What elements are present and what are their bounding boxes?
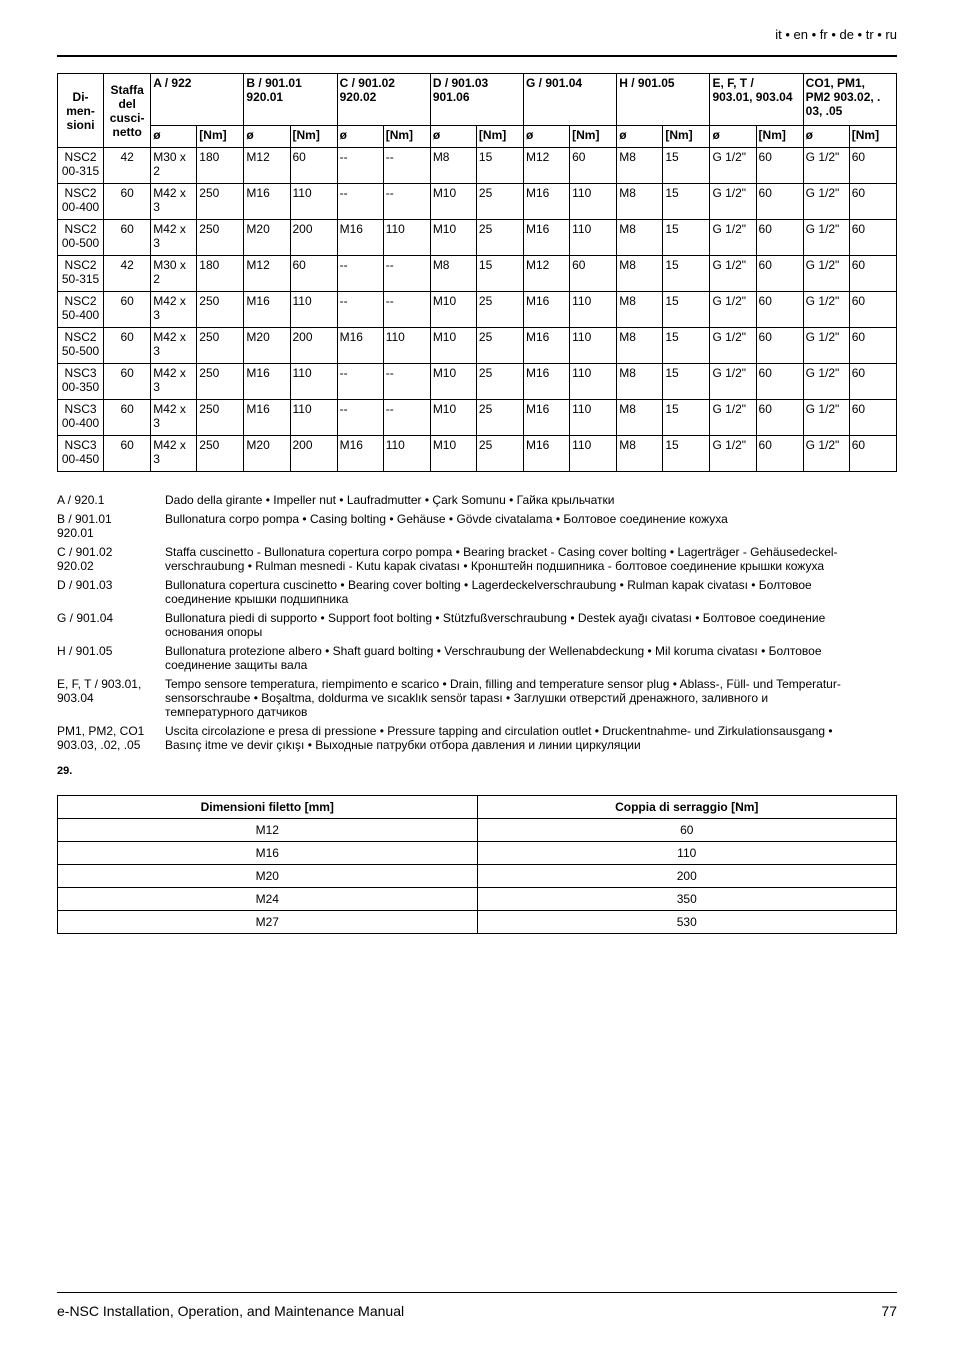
table-cell: 110 xyxy=(383,328,430,364)
group-header: B / 901.01 920.01 xyxy=(244,74,337,126)
table-cell: 15 xyxy=(663,292,710,328)
thread-torque-table xyxy=(57,795,897,934)
table-cell: -- xyxy=(337,364,383,400)
table-cell: M16 xyxy=(337,436,383,472)
legend-item xyxy=(57,512,897,540)
table-cell: M16 xyxy=(337,220,383,256)
table-cell: M12 xyxy=(524,256,570,292)
table-cell: 110 xyxy=(290,364,337,400)
table-cell: 60 xyxy=(570,148,617,184)
table-cell: M8 xyxy=(617,256,663,292)
table-cell: M16 xyxy=(244,184,290,220)
table-cell: 250 xyxy=(197,292,244,328)
table-cell: G 1/2" xyxy=(710,220,756,256)
table-cell: M42 x 3 xyxy=(151,184,197,220)
legend-description: Bullonatura protezione albero • Shaft guard bolting • Verschraubung der Wellenabdeckung • Mil koruma civatası • Болтовое соединение защиты вала xyxy=(165,644,822,672)
table-cell: 60 xyxy=(756,148,803,184)
torque-header-row xyxy=(58,796,897,819)
table-cell: M16 xyxy=(524,436,570,472)
thread-size-cell: M12 xyxy=(58,819,478,842)
legend-key: A / 920.1 xyxy=(57,493,105,507)
table-cell: M10 xyxy=(430,328,476,364)
table-cell: M42 x 3 xyxy=(151,328,197,364)
table-cell: 60 xyxy=(756,328,803,364)
diameter-subheader: ø xyxy=(710,126,756,148)
torque-subheader: [Nm] xyxy=(383,126,430,148)
diameter-subheader: ø xyxy=(244,126,290,148)
group-header: A / 922 xyxy=(151,74,244,126)
table-cell: 60 xyxy=(290,148,337,184)
table-cell: G 1/2" xyxy=(803,328,849,364)
table-cell: 15 xyxy=(663,184,710,220)
table-cell: M42 x 3 xyxy=(151,400,197,436)
legend-description: Bullonatura piedi di supporto • Support foot bolting • Stützfußverschraubung • Destek ayağı civatası • Болтовое соединение основания опоры xyxy=(165,611,826,639)
table-cell: 250 xyxy=(197,184,244,220)
torque-subheader: [Nm] xyxy=(476,126,523,148)
torque-value-cell: 110 xyxy=(477,842,897,865)
legend-item xyxy=(57,724,897,752)
torque-value-cell: 200 xyxy=(477,865,897,888)
table-cell: 25 xyxy=(476,364,523,400)
table-cell: M30 x 2 xyxy=(151,256,197,292)
table-cell: 25 xyxy=(476,184,523,220)
diameter-subheader: ø xyxy=(151,126,197,148)
group-header: H / 901.05 xyxy=(617,74,710,126)
table-cell: 25 xyxy=(476,292,523,328)
legend-item xyxy=(57,677,897,719)
manual-title: e-NSC Installation, Operation, and Maintenance Manual xyxy=(57,1303,405,1319)
table-cell: G 1/2" xyxy=(803,292,849,328)
footer-divider xyxy=(57,1292,897,1293)
table-cell: M8 xyxy=(617,328,663,364)
torque-subheader: [Nm] xyxy=(756,126,803,148)
table-cell: 42 xyxy=(104,148,151,184)
table-cell: M12 xyxy=(524,148,570,184)
table-cell: 60 xyxy=(756,292,803,328)
table-cell: M42 x 3 xyxy=(151,436,197,472)
table-cell: 250 xyxy=(197,328,244,364)
table-cell: M16 xyxy=(524,220,570,256)
table-cell: G 1/2" xyxy=(710,148,756,184)
table-cell: 25 xyxy=(476,220,523,256)
table-cell: -- xyxy=(337,292,383,328)
table-cell: 110 xyxy=(570,364,617,400)
table-cell: M8 xyxy=(617,364,663,400)
torque-subheader: [Nm] xyxy=(663,126,710,148)
table-row xyxy=(58,256,897,292)
group-header: E, F, T / 903.01, 903.04 xyxy=(710,74,803,126)
table-cell: M16 xyxy=(244,400,290,436)
table-cell: M12 xyxy=(244,256,290,292)
table-cell: 60 xyxy=(104,220,151,256)
legend-key: C / 901.02 920.02 xyxy=(57,545,113,573)
table-row xyxy=(58,148,897,184)
table-cell: 15 xyxy=(663,256,710,292)
table-cell: M20 xyxy=(244,328,290,364)
table-cell: 110 xyxy=(290,400,337,436)
table-cell: 60 xyxy=(849,436,896,472)
table-cell: M8 xyxy=(617,400,663,436)
table-cell: 60 xyxy=(104,436,151,472)
table-cell: M30 x 2 xyxy=(151,148,197,184)
header-divider xyxy=(57,55,897,57)
table-cell: 110 xyxy=(290,292,337,328)
legend-key: G / 901.04 xyxy=(57,611,114,625)
table-cell: G 1/2" xyxy=(803,400,849,436)
table-cell: M8 xyxy=(430,148,476,184)
table-cell: G 1/2" xyxy=(803,148,849,184)
table-cell: G 1/2" xyxy=(710,256,756,292)
torque-subheader: [Nm] xyxy=(197,126,244,148)
table-cell: G 1/2" xyxy=(710,364,756,400)
torque-row xyxy=(58,819,897,842)
table-row xyxy=(58,184,897,220)
pump-model-cell: NSC2 00-315 xyxy=(58,148,104,184)
legend-description: Staffa cuscinetto - Bullonatura copertura corpo pompa • Bearing bracket - Casing cover bolting • Lagerträger - Gehäusedeckel- verschraubung • Rulman mesnedi - Kutu kapak civatası • Кронштейн подшипника - болтовое соединение крышки кожуха xyxy=(165,545,838,573)
table-cell: 60 xyxy=(104,184,151,220)
table-cell: M16 xyxy=(524,400,570,436)
table-cell: G 1/2" xyxy=(710,436,756,472)
table-cell: 200 xyxy=(290,436,337,472)
table-cell: 110 xyxy=(570,292,617,328)
legend-item xyxy=(57,611,897,639)
table-cell: 60 xyxy=(104,364,151,400)
table-cell: 15 xyxy=(476,256,523,292)
legend-key: D / 901.03 xyxy=(57,578,113,592)
table-cell: 60 xyxy=(104,328,151,364)
table-cell: M10 xyxy=(430,292,476,328)
torque-value-cell: 350 xyxy=(477,888,897,911)
table-cell: 15 xyxy=(663,328,710,364)
figure-label: 29. xyxy=(57,765,73,777)
table-cell: M20 xyxy=(244,436,290,472)
torque-row xyxy=(58,888,897,911)
pump-model-cell: NSC2 00-400 xyxy=(58,184,104,220)
torque-subheader: [Nm] xyxy=(570,126,617,148)
table-cell: 60 xyxy=(849,364,896,400)
table-cell: 110 xyxy=(290,184,337,220)
group-header: D / 901.03 901.06 xyxy=(430,74,523,126)
pump-model-cell: NSC2 00-500 xyxy=(58,220,104,256)
table-cell: M10 xyxy=(430,184,476,220)
table-cell: G 1/2" xyxy=(803,220,849,256)
pump-model-cell: NSC2 50-400 xyxy=(58,292,104,328)
table-cell: 60 xyxy=(756,256,803,292)
table-cell: M10 xyxy=(430,436,476,472)
table-row xyxy=(58,400,897,436)
thread-size-cell: M16 xyxy=(58,842,478,865)
table-cell: 180 xyxy=(197,256,244,292)
table-cell: 110 xyxy=(383,436,430,472)
table-cell: M16 xyxy=(524,328,570,364)
table-cell: 250 xyxy=(197,400,244,436)
table-cell: 60 xyxy=(104,292,151,328)
table-cell: 15 xyxy=(663,436,710,472)
table-cell: 110 xyxy=(383,220,430,256)
pump-model-cell: NSC3 00-400 xyxy=(58,400,104,436)
table-cell: 60 xyxy=(849,220,896,256)
thread-size-cell: M20 xyxy=(58,865,478,888)
table-cell: M16 xyxy=(244,292,290,328)
pump-model-cell: NSC2 50-500 xyxy=(58,328,104,364)
table-cell: -- xyxy=(337,400,383,436)
table-cell: M8 xyxy=(617,436,663,472)
diameter-subheader: ø xyxy=(430,126,476,148)
table-cell: 15 xyxy=(663,364,710,400)
torque-row xyxy=(58,842,897,865)
table-row xyxy=(58,328,897,364)
diameter-subheader: ø xyxy=(617,126,663,148)
table-cell: 60 xyxy=(849,256,896,292)
table-cell: M42 x 3 xyxy=(151,292,197,328)
legend-description: Bullonatura corpo pompa • Casing bolting • Gehäuse • Gövde civatalama • Болтовое соединение кожуха xyxy=(165,512,728,526)
table-cell: 60 xyxy=(290,256,337,292)
table-cell: 42 xyxy=(104,256,151,292)
table-cell: 15 xyxy=(663,148,710,184)
thread-size-cell: M24 xyxy=(58,888,478,911)
table-cell: M16 xyxy=(524,184,570,220)
group-header: CO1, PM1, PM2 903.02, . 03, .05 xyxy=(803,74,896,126)
diameter-subheader: ø xyxy=(337,126,383,148)
table-cell: -- xyxy=(383,364,430,400)
table-cell: 110 xyxy=(570,436,617,472)
torque-row xyxy=(58,865,897,888)
legend-description: Uscita circolazione e presa di pressione • Pressure tapping and circulation outlet • Druckentnahme- und Zirkulationsausgang • Basınç itme ve devir çıkışı • Выходные патрубки отбора давления и линии циркуляции xyxy=(165,724,833,752)
table-cell: -- xyxy=(383,292,430,328)
table-cell: 60 xyxy=(849,292,896,328)
table-cell: 60 xyxy=(849,328,896,364)
table-cell: M8 xyxy=(617,220,663,256)
diameter-subheader: ø xyxy=(524,126,570,148)
diameter-subheader: ø xyxy=(803,126,849,148)
legend-description: Tempo sensore temperatura, riempimento e scarico • Drain, filling and temperature sensor plug • Ablass-, Füll- und Temperatur- sensorschraube • Boşaltma, doldurma ve sıcaklık sensör tapası • Заглушки отверстий дренажного, заливного и температурного датчиков xyxy=(165,677,841,719)
table-cell: M16 xyxy=(244,364,290,400)
table-cell: 60 xyxy=(849,184,896,220)
table-cell: 250 xyxy=(197,436,244,472)
legend-key: H / 901.05 xyxy=(57,644,113,658)
table-cell: 60 xyxy=(104,400,151,436)
table-cell: 60 xyxy=(756,400,803,436)
bracket-header: Staffa del cusci- netto xyxy=(104,74,151,148)
pump-model-cell: NSC3 00-450 xyxy=(58,436,104,472)
legend-item xyxy=(57,493,897,507)
torque-subheader: [Nm] xyxy=(290,126,337,148)
language-list: it • en • fr • de • tr • ru xyxy=(775,27,897,42)
table-cell: -- xyxy=(337,256,383,292)
table-cell: M12 xyxy=(244,148,290,184)
table-cell: 25 xyxy=(476,400,523,436)
table-cell: M10 xyxy=(430,364,476,400)
pump-model-cell: NSC2 50-315 xyxy=(58,256,104,292)
thread-size-header: Dimensioni filetto [mm] xyxy=(58,796,478,819)
legend xyxy=(57,493,897,757)
group-header-row xyxy=(58,74,897,126)
group-header: C / 901.02 920.02 xyxy=(337,74,430,126)
table-row xyxy=(58,364,897,400)
torque-value-cell: 530 xyxy=(477,911,897,934)
table-cell: M42 x 3 xyxy=(151,364,197,400)
legend-item xyxy=(57,578,897,606)
table-cell: 25 xyxy=(476,328,523,364)
table-cell: G 1/2" xyxy=(803,256,849,292)
table-cell: 110 xyxy=(570,184,617,220)
torque-subheader: [Nm] xyxy=(849,126,896,148)
table-cell: -- xyxy=(383,256,430,292)
table-cell: M42 x 3 xyxy=(151,220,197,256)
table-row xyxy=(58,436,897,472)
table-cell: 60 xyxy=(756,220,803,256)
pump-model-cell: NSC3 00-350 xyxy=(58,364,104,400)
table-cell: 110 xyxy=(570,328,617,364)
table-cell: 60 xyxy=(756,364,803,400)
dimension-header: Di- men- sioni xyxy=(58,74,104,148)
table-cell: M8 xyxy=(617,292,663,328)
legend-item xyxy=(57,545,897,573)
table-cell: M8 xyxy=(617,184,663,220)
table-cell: 200 xyxy=(290,220,337,256)
legend-key: PM1, PM2, CO1 903.03, .02, .05 xyxy=(57,724,145,752)
table-cell: G 1/2" xyxy=(710,400,756,436)
legend-item xyxy=(57,644,897,672)
table-cell: M8 xyxy=(430,256,476,292)
table-cell: 60 xyxy=(570,256,617,292)
table-cell: 60 xyxy=(756,436,803,472)
legend-description: Bullonatura copertura cuscinetto • Bearing cover bolting • Lagerdeckelverschraubung • Rulman kapak civatası • Болтовое соединение крышки подшипника xyxy=(165,578,812,606)
table-cell: G 1/2" xyxy=(803,184,849,220)
table-cell: M20 xyxy=(244,220,290,256)
subheader-row xyxy=(58,126,897,148)
thread-size-cell: M27 xyxy=(58,911,478,934)
table-cell: 15 xyxy=(663,220,710,256)
table-cell: -- xyxy=(337,148,383,184)
legend-key: E, F, T / 903.01, 903.04 xyxy=(57,677,142,705)
table-cell: G 1/2" xyxy=(803,364,849,400)
table-cell: -- xyxy=(383,400,430,436)
table-cell: G 1/2" xyxy=(710,328,756,364)
table-cell: 250 xyxy=(197,364,244,400)
table-cell: M10 xyxy=(430,400,476,436)
table-cell: 25 xyxy=(476,436,523,472)
table-cell: 15 xyxy=(663,400,710,436)
table-row xyxy=(58,292,897,328)
table-cell: 60 xyxy=(849,400,896,436)
table-cell: 60 xyxy=(849,148,896,184)
table-cell: -- xyxy=(383,184,430,220)
table-row xyxy=(58,220,897,256)
table-cell: G 1/2" xyxy=(710,292,756,328)
page-number: 77 xyxy=(881,1303,897,1319)
table-cell: 180 xyxy=(197,148,244,184)
table-cell: M8 xyxy=(617,148,663,184)
table-cell: G 1/2" xyxy=(710,184,756,220)
bolt-torque-table xyxy=(57,73,897,472)
table-cell: 110 xyxy=(570,220,617,256)
table-cell: 60 xyxy=(756,184,803,220)
table-cell: -- xyxy=(383,148,430,184)
legend-key: B / 901.01 920.01 xyxy=(57,512,112,540)
table-cell: 15 xyxy=(476,148,523,184)
table-cell: G 1/2" xyxy=(803,436,849,472)
table-cell: M10 xyxy=(430,220,476,256)
torque-row xyxy=(58,911,897,934)
torque-header: Coppia di serraggio [Nm] xyxy=(477,796,897,819)
table-cell: M16 xyxy=(337,328,383,364)
table-cell: 110 xyxy=(570,400,617,436)
group-header: G / 901.04 xyxy=(524,74,617,126)
torque-value-cell: 60 xyxy=(477,819,897,842)
table-cell: M16 xyxy=(524,364,570,400)
table-cell: -- xyxy=(337,184,383,220)
table-cell: M16 xyxy=(524,292,570,328)
table-cell: 200 xyxy=(290,328,337,364)
table-cell: 250 xyxy=(197,220,244,256)
legend-description: Dado della girante • Impeller nut • Laufradmutter • Çark Somunu • Гайка крыльчатки xyxy=(165,493,615,507)
